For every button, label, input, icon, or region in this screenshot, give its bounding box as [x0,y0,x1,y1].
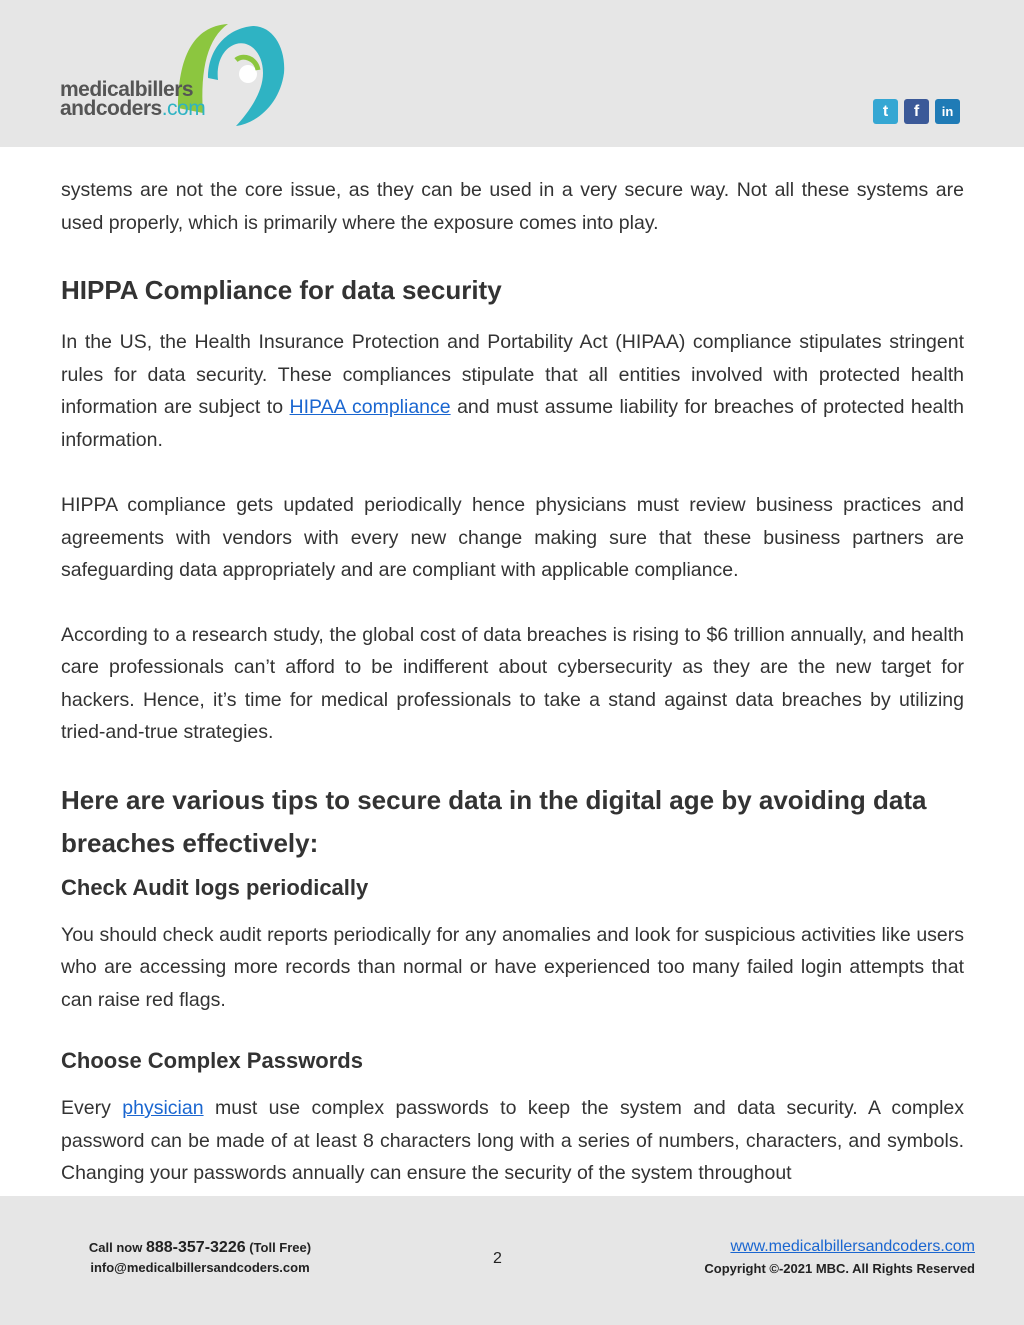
heading-audit-logs: Check Audit logs periodically [61,874,369,900]
website-link[interactable]: www.medicalbillersandcoders.com [730,1238,975,1255]
company-logo[interactable] [58,18,298,133]
paragraph-hipaa-rules-text-a: In the US, the Health Insurance Protection and Portability Act (HIPAA) compliance stipulates stringent rules for data security. These compliances stipulate that all entities involved with protected health information are subject to [61,331,964,418]
logo-line1: medicalbillers [60,78,194,101]
heading-tips: Here are various tips to secure data in the digital age by avoiding data breaches effectively: [61,784,927,858]
heading-complex-passwords: Choose Complex Passwords [61,1048,363,1073]
social-links [873,99,960,124]
physician-link[interactable]: physician [122,1097,204,1119]
paragraph-research-study: According to a research study, the global cost of data breaches is rising to $6 trillion annually, and health care professionals can’t afford to be indifferent about cybersecurity as they are the new target for hackers. Hence, it’s time for medical professionals to take a stand against data breaches by utilizing tried-and-true strategies. [61,623,964,743]
linkedin-icon[interactable]: in [935,99,960,124]
footer-site-info [700,1236,975,1280]
hipaa-compliance-link[interactable]: HIPAA compliance [289,396,451,418]
paragraph-hipaa-rules [61,326,964,456]
logo-line2 [60,99,205,118]
facebook-icon[interactable]: f [904,99,929,124]
page-number: 2 [493,1250,502,1267]
paragraph-complex-passwords [61,1092,964,1190]
footer-call-line [80,1238,320,1258]
footer-contact [80,1238,320,1278]
page-footer [0,1196,1024,1325]
logo-line2-com: .com [161,97,206,120]
logo-text [60,80,205,118]
footer-call-now: Call now [88,1240,146,1255]
intro-paragraph: systems are not the core issue, as they can be used in a very secure way. Not all these systems are used properly, which is primarily where the exposure comes into play. [61,179,964,234]
article-body [61,174,964,1190]
paragraph-passwords-text-a: Every [61,1097,123,1119]
paragraph-periodic-updates: HIPPA compliance gets updated periodically hence physicians must review business practices and agreements with vendors with every new change making sure that these business partners are safeguarding data appropriately and are compliant with applicable compliance. [61,494,964,581]
copyright-text: Copyright ©-2021 MBC. All Rights Reserved [704,1261,975,1276]
twitter-icon[interactable]: t [873,99,898,124]
footer-phone[interactable]: 888-357-3226 [145,1239,246,1256]
logo-line2-main: andcoders [60,97,162,120]
page-header [0,0,1024,147]
footer-toll-free: (Toll Free) [245,1240,312,1255]
heading-hippa-compliance: HIPPA Compliance for data security [61,275,502,305]
footer-email[interactable]: info@medicalbillersandcoders.com [90,1260,310,1275]
paragraph-hipaa-rules-text-b: and must assume liability for breaches of protected health information. [61,396,964,451]
paragraph-audit-logs: You should check audit reports periodically for any anomalies and look for suspicious activities like users who are accessing more records than normal or have experienced too many failed login attempts that can raise red flags. [61,923,964,1011]
paragraph-passwords-text-b: must use complex passwords to keep the system and data security. A complex password can be made of at least 8 characters long with a series of numbers, characters, and symbols. Changing your passwords annually can ensure the security of the system throughout [61,1097,964,1184]
